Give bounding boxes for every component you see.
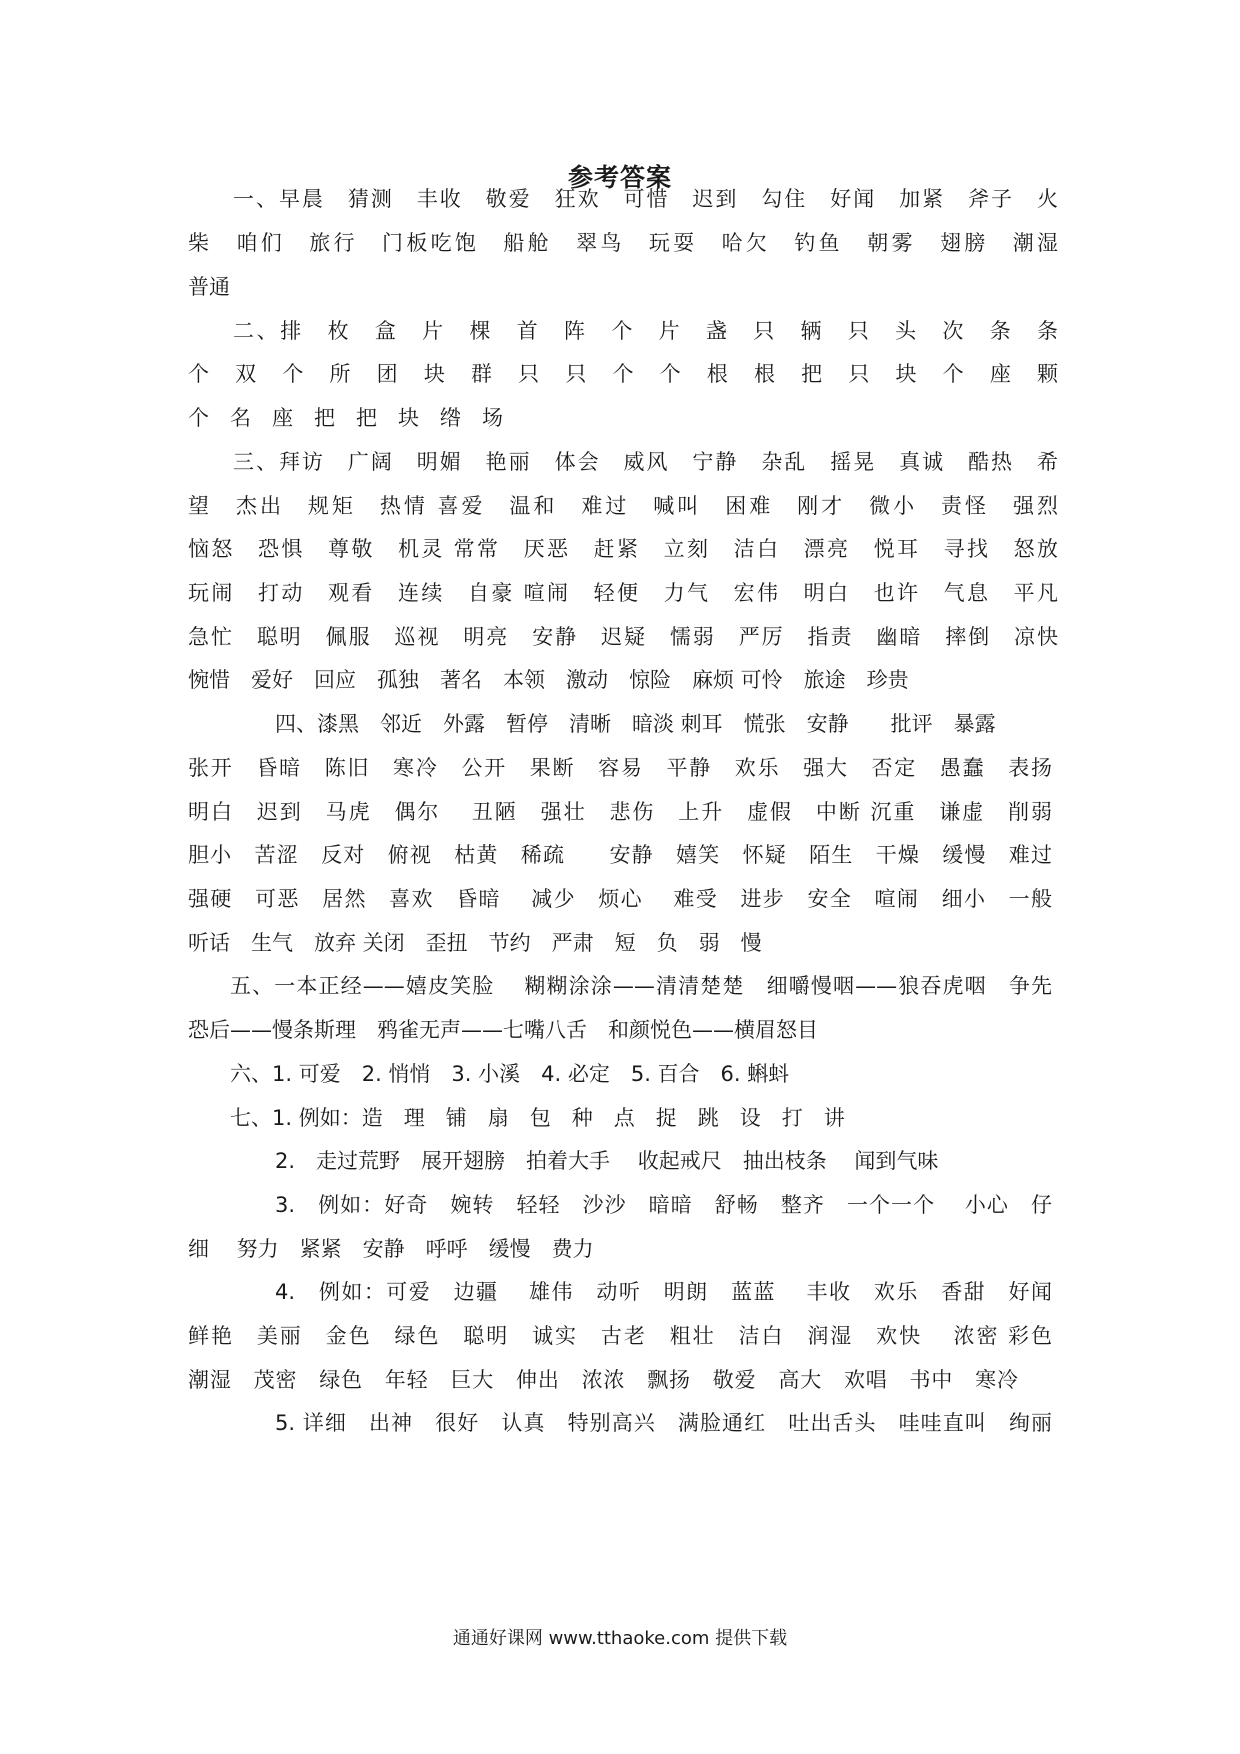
answer-line-15: 明白 迟到 马虎 偶尔 丑陋 强壮 悲伤 上升 虚假 中断 沉重 谦虚 削弱 xyxy=(188,800,1052,824)
answer-line-18: 听话 生气 放弃 关闭 歪扭 节约 严肃 短 负 弱 慢 xyxy=(188,931,762,955)
answer-line-1: 一、早晨 猜测 丰收 敬爱 狂欢 可惜 迟到 勾住 好闻 加紧 斧子 火 xyxy=(233,187,1058,211)
answer-line-22: 七、1. 例如：造 理 铺 扇 包 种 点 捉 跳 设 打 讲 xyxy=(230,1106,845,1130)
page-footer: 通通好课网 www.tthaoke.com 提供下载 xyxy=(452,1628,788,1649)
answer-line-3: 普通 xyxy=(188,275,230,299)
answer-line-11: 急忙 聪明 佩服 巡视 明亮 安静 迟疑 懦弱 严厉 指责 幽暗 摔倒 凉快 xyxy=(188,625,1058,649)
answer-line-4: 二、排 枚 盒 片 棵 首 阵 个 片 盏 只 辆 只 头 次 条 条 xyxy=(233,319,1058,343)
answer-line-14: 张开 昏暗 陈旧 寒冷 公开 果断 容易 平静 欢乐 强大 否定 愚蠢 表扬 xyxy=(188,756,1052,780)
answer-line-21: 六、1. 可爱 2. 悄悄 3. 小溪 4. 必定 5. 百合 6. 蝌蚪 xyxy=(230,1062,790,1086)
answer-line-12: 惋惜 爱好 回应 孤独 著名 本领 激动 惊险 麻烦 可怜 旅途 珍贵 xyxy=(188,668,909,692)
answer-line-19: 五、一本正经——嬉皮笑脸 糊糊涂涂——清清楚楚 细嚼慢咽——狼吞虎咽 争先 xyxy=(230,974,1052,998)
answer-line-13: 四、漆黑 邻近 外露 暂停 清晰 暗淡 刺耳 慌张 安静 批评 暴露 xyxy=(275,712,996,736)
answer-line-28: 潮湿 茂密 绿色 年轻 巨大 伸出 浓浓 飘扬 敬爱 高大 欢唱 书中 寒冷 xyxy=(188,1368,1018,1392)
answer-line-26: 4. 例如：可爱 边疆 雄伟 动听 明朗 蓝蓝 丰收 欢乐 香甜 好闻 xyxy=(275,1280,1052,1304)
answer-line-10: 玩闹 打动 观看 连续 自豪 喧闹 轻便 力气 宏伟 明白 也许 气息 平凡 xyxy=(188,581,1058,605)
answer-line-23: 2. 走过荒野 展开翅膀 拍着大手 收起戒尺 抽出枝条 闻到气味 xyxy=(275,1149,939,1173)
answer-line-7: 三、拜访 广阔 明媚 艳丽 体会 威风 宁静 杂乱 摇晃 真诚 酷热 希 xyxy=(233,450,1058,474)
answer-line-29: 5. 详细 出神 很好 认真 特别高兴 满脸通红 吐出舌头 哇哇直叫 绚丽 xyxy=(275,1411,1052,1435)
answer-line-8: 望 杰出 规矩 热情 喜爱 温和 难过 喊叫 困难 刚才 微小 责怪 强烈 xyxy=(188,494,1058,518)
answer-line-25: 细 努力 紧紧 安静 呼呼 缓慢 费力 xyxy=(188,1237,594,1261)
answer-line-6: 个 名 座 把 把 块 绺 场 xyxy=(188,406,503,430)
answer-line-9: 恼怒 恐惧 尊敬 机灵 常常 厌恶 赶紧 立刻 洁白 漂亮 悦耳 寻找 怒放 xyxy=(188,537,1058,561)
answer-line-24: 3. 例如：好奇 婉转 轻轻 沙沙 暗暗 舒畅 整齐 一个一个 小心 仔 xyxy=(275,1193,1052,1217)
answer-line-27: 鲜艳 美丽 金色 绿色 聪明 诚实 古老 粗壮 洁白 润湿 欢快 浓密 彩色 xyxy=(188,1324,1052,1348)
page-title: 参考答案 xyxy=(567,163,672,192)
answer-line-16: 胆小 苦涩 反对 俯视 枯黄 稀疏 安静 嬉笑 怀疑 陌生 干燥 缓慢 难过 xyxy=(188,843,1052,867)
answer-line-5: 个 双 个 所 团 块 群 只 只 个 个 根 根 把 只 块 个 座 颗 xyxy=(188,362,1058,386)
answer-line-17: 强硬 可恶 居然 喜欢 昏暗 减少 烦心 难受 进步 安全 喧闹 细小 一般 xyxy=(188,887,1052,911)
answer-line-20: 恐后——慢条斯理 鸦雀无声——七嘴八舌 和颜悦色——横眉怒目 xyxy=(188,1018,818,1042)
answer-line-2: 柴 咱们 旅行 门板吃饱 船舱 翠鸟 玩耍 哈欠 钓鱼 朝雾 翅膀 潮湿 xyxy=(188,231,1058,255)
